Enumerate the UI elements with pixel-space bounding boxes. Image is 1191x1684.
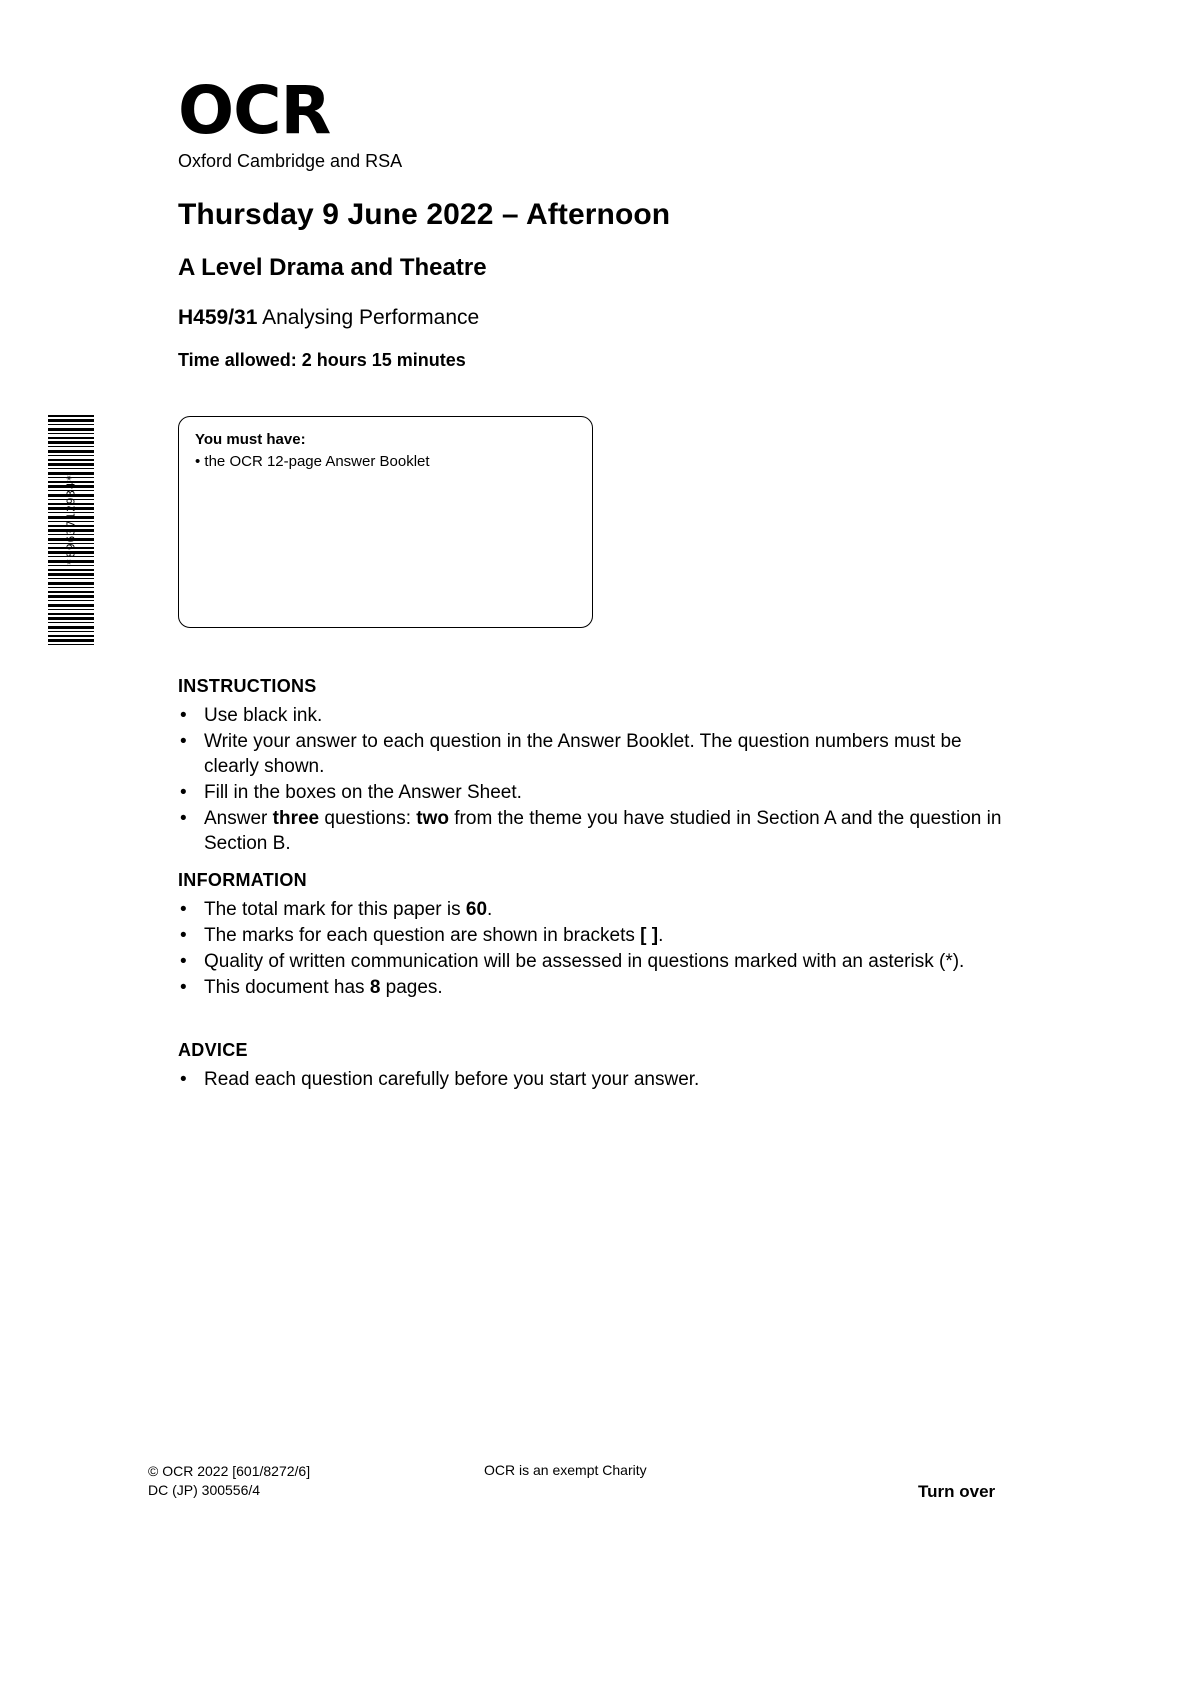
information-section: [178, 870, 1008, 1001]
footer-left: [148, 1462, 310, 1500]
exam-qualification: A Level Drama and Theatre: [178, 254, 487, 281]
advice-section: [178, 1040, 1008, 1093]
advice-heading: ADVICE: [178, 1040, 248, 1060]
you-must-have-box: [178, 416, 593, 628]
exam-date: Thursday 9 June 2022 – Afternoon: [178, 198, 671, 231]
barcode: [40, 415, 100, 645]
list-item: • The marks for each question are shown in brackets [ ].: [178, 923, 1008, 948]
barcode-number: *8963712934*: [64, 473, 78, 566]
exam-unit-title: Analysing Performance: [262, 306, 480, 329]
list-item: • Answer three questions: two from the theme you have studied in Section A and the question in Section B.: [178, 806, 1008, 856]
you-must-have-item: • the OCR 12-page Answer Booklet: [195, 453, 430, 470]
exam-unit-line: [178, 306, 479, 330]
instructions-list: [178, 703, 1008, 856]
exam-unit-code: H459/31: [178, 306, 258, 329]
footer-charity: OCR is an exempt Charity: [484, 1462, 647, 1478]
ocr-logo-text: OCR: [178, 72, 331, 149]
footer-copyright: © OCR 2022 [601/8272/6]: [148, 1463, 311, 1479]
footer-turn-over: Turn over: [918, 1482, 996, 1501]
instructions-heading: INSTRUCTIONS: [178, 676, 317, 696]
footer-doc-code: DC (JP) 300556/4: [148, 1482, 261, 1498]
list-item: • Fill in the boxes on the Answer Sheet.: [178, 780, 1008, 805]
information-list: [178, 897, 1008, 1000]
ocr-logo-subtitle: Oxford Cambridge and RSA: [178, 151, 403, 171]
list-item: • Use black ink.: [178, 703, 1008, 728]
instructions-section: [178, 676, 1008, 857]
advice-list: [178, 1067, 1008, 1092]
list-item: • Write your answer to each question in the Answer Booklet. The question numbers must be clearly shown.: [178, 729, 1008, 779]
time-allowed: Time allowed: 2 hours 15 minutes: [178, 350, 466, 370]
you-must-have-title: You must have:: [195, 431, 306, 448]
information-heading: INFORMATION: [178, 870, 307, 890]
list-item: • Read each question carefully before you start your answer.: [178, 1067, 1008, 1092]
list-item: • Quality of written communication will be assessed in questions marked with an asterisk (*).: [178, 949, 1008, 974]
ocr-logo: [178, 72, 598, 172]
list-item: • This document has 8 pages.: [178, 975, 1008, 1000]
list-item: • The total mark for this paper is 60.: [178, 897, 1008, 922]
